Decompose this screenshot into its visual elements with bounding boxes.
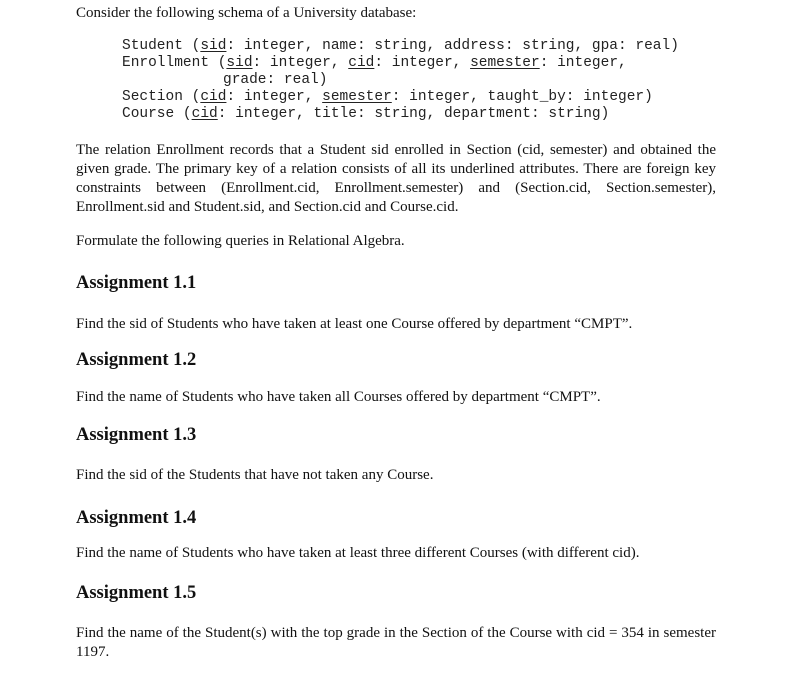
paren: (	[174, 106, 192, 122]
assignment-1-2-text: Find the name of Students who have taken all Courses offered by department “CMPT”.	[76, 389, 601, 405]
attribute-list: : integer,	[539, 55, 627, 71]
relation-name: Course	[122, 106, 175, 122]
key-attribute: semester	[470, 55, 540, 71]
formulate-instruction: Formulate the following queries in Relational Algebra.	[76, 233, 405, 249]
paren: (	[182, 38, 201, 54]
paren: (	[182, 89, 201, 105]
assignment-1-2-heading: Assignment 1.2	[76, 350, 197, 370]
key-attribute: cid	[348, 55, 375, 71]
key-attribute: semester	[322, 89, 392, 105]
paren: (	[209, 55, 227, 71]
attribute-list: : integer,	[374, 55, 471, 71]
key-attribute: cid	[200, 89, 227, 105]
schema-student	[122, 38, 679, 55]
schema-section	[122, 89, 653, 106]
assignment-1-4-text: Find the name of Students who have taken at least three different Courses (with different cid).	[76, 545, 640, 561]
schema-course	[122, 106, 609, 123]
assignment-1-3-text: Find the sid of the Students that have not taken any Course.	[76, 467, 434, 483]
assignment-1-1-text: Find the sid of Students who have taken at least one Course offered by department “CMPT”.	[76, 316, 633, 332]
schema-enrollment-continued: grade: real)	[223, 72, 328, 88]
assignment-1-3-heading: Assignment 1.3	[76, 425, 197, 445]
schema-enrollment	[122, 55, 627, 72]
key-attribute: cid	[191, 106, 218, 122]
relation-name: Student	[122, 38, 183, 54]
attribute-list: : integer, name: string, address: string, gpa: real)	[226, 38, 679, 54]
relation-name: Enrollment	[122, 55, 210, 71]
attribute-list: : integer,	[226, 89, 323, 105]
assignment-1-1-heading: Assignment 1.1	[76, 273, 197, 293]
relation-name: Section	[122, 89, 183, 105]
assignment-1-5-heading: Assignment 1.5	[76, 583, 197, 603]
attribute-list: : integer, title: string, department: string)	[217, 106, 610, 122]
key-attribute: sid	[226, 55, 253, 71]
intro-text: Consider the following schema of a University database:	[76, 5, 417, 21]
key-attribute: sid	[200, 38, 227, 54]
attribute-list: : integer, taught_by: integer)	[391, 89, 653, 105]
assignment-1-4-heading: Assignment 1.4	[76, 508, 197, 528]
description-paragraph: The relation Enrollment records that a Student sid enrolled in Section (cid, semester) and obtained the given grade. The primary key of a relation consists of all its underlined attributes. There are foreign key constraints between (Enrollment.cid, Enrollment.semester) and (Section.cid, Section.semester), Enrollment.sid and Student.sid, and Section.cid and Course.cid.	[76, 142, 716, 215]
assignment-1-5-text: Find the name of the Student(s) with the top grade in the Section of the Course with cid = 354 in semester 1197.	[76, 625, 716, 660]
attribute-list: : integer,	[252, 55, 349, 71]
